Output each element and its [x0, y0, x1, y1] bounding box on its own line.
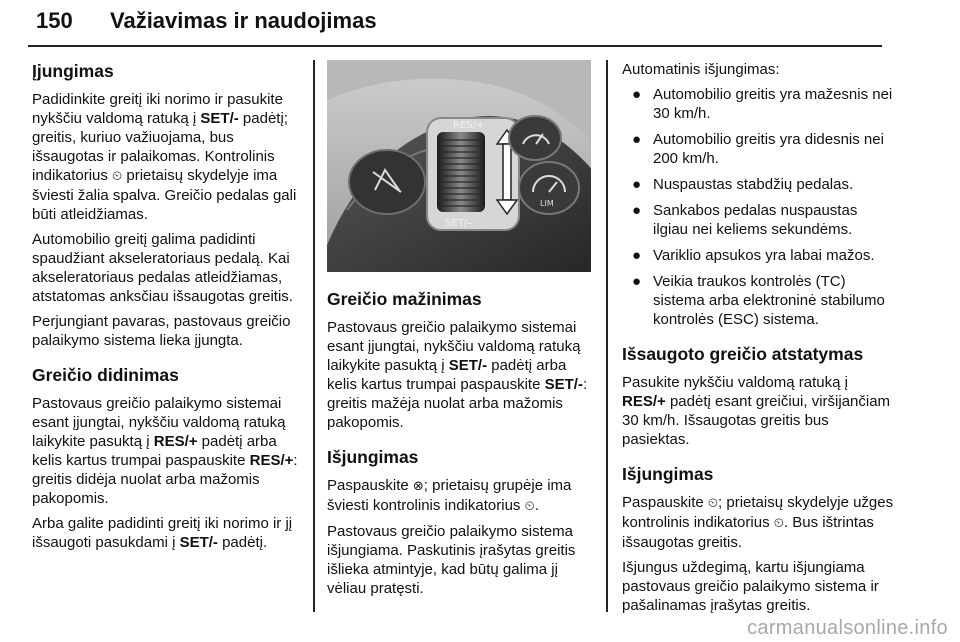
heading-switch-off: Išjungimas	[622, 464, 714, 484]
text: Paspauskite	[327, 477, 413, 494]
list-item-text: Nuspaustas stabdžių pedalas.	[653, 176, 854, 193]
text: ; prietaisų skydelyje užges kontrolinis indikatorius	[622, 494, 894, 531]
column-3	[622, 60, 894, 621]
paragraph-accelerate: Automobilio greitį galima padidinti spaudžiant akseleratoriaus pedalą. Kai akseleratoriaus pedalas atleidžiamas, atstatomas anksčiau išsaugotas greitis.	[32, 231, 293, 305]
bullet-icon: ●	[632, 273, 642, 290]
text: prietaisų skydelyje ima šviesti žalia spalva. Greičio pedalas gali būti atleidžiamas.	[32, 167, 297, 223]
heading-ijungimas: Įjungimas	[32, 61, 114, 81]
text: padėtį arba kelis kartus trumpai paspauskite	[327, 357, 567, 393]
text: Pasukite nykščiu valdomą ratuką į	[622, 374, 848, 391]
res-label: RES/+	[249, 452, 294, 469]
set-button-label: SET/–	[445, 218, 473, 229]
column-divider-2	[606, 60, 608, 612]
res-button-label: RES/+	[453, 120, 485, 131]
text: padėtį arba kelis kartus trumpai paspauskite	[32, 433, 277, 469]
text: : greitis didėja nuolat arba mažomis pakopomis.	[32, 452, 298, 507]
set-label: SET/-	[179, 534, 218, 551]
list-item-text: Veikia traukos kontrolės (TC) sistema arba elektroninė stabilumo kontrolės (ESC) sistema.	[653, 273, 885, 328]
text: ; prietaisų grupėje ima šviesti kontrolinis indikatorius	[327, 477, 572, 514]
text: Pastovaus greičio palaikymo sistemai esant įjungtai, nykščiu valdomą ratuką laikykite pasuktą į	[32, 395, 286, 450]
cruise-indicator-icon: ⏲	[707, 496, 719, 511]
auto-off-intro: Automatinis išjungimas:	[622, 61, 780, 78]
paragraph-increase	[32, 394, 304, 508]
text: Arba galite padidinti greitį iki norimo ir jį išsaugoti pasukdami į	[32, 515, 293, 551]
heading-resume-speed: Išsaugoto greičio atstatymas	[622, 344, 864, 364]
list-item	[622, 272, 894, 329]
heading-ijungimas-off: Išjungimas	[327, 447, 419, 467]
steering-wheel-controls-image	[327, 60, 591, 272]
column-2	[327, 60, 595, 604]
text: . Bus ištrintas išsaugotas greitis.	[622, 514, 874, 551]
cruise-indicator-icon: ⏲	[773, 516, 784, 531]
text: Paspauskite	[622, 494, 708, 511]
text: padėtį.	[217, 534, 268, 551]
list-item-text: Automobilio greitis yra didesnis nei 200 km/h.	[653, 131, 884, 167]
heading-increase-speed: Greičio didinimas	[32, 365, 179, 385]
auto-off-list	[622, 85, 894, 329]
text: .	[534, 497, 539, 514]
paragraph-ignition-off: Išjungus uždegimą, kartu išjungiama pastovaus greičio palaikymo sistema ir pašalinamas įrašytas greitis.	[622, 559, 879, 614]
list-item	[622, 130, 894, 168]
bullet-icon: ●	[632, 86, 642, 103]
paragraph-decrease	[327, 318, 595, 432]
watermark: carmanualsonline.info	[747, 617, 948, 639]
page-number: 150	[36, 8, 73, 33]
lim-label: LIM	[540, 199, 554, 208]
paragraph-increase-alt	[32, 514, 304, 552]
cruise-off-button-icon: ⊗	[412, 479, 424, 494]
text: Padidinkite greitį iki norimo ir pasukite nykščiu valdomą ratuką į	[32, 91, 283, 127]
paragraph-deactivate-memory: Pastovaus greičio palaikymo sistema išjungiama. Paskutinis įrašytas greitis išlieka atmintyje, kad būtų galima jį vėliau pratęsti.	[327, 523, 576, 597]
set-label: SET/-	[200, 110, 239, 127]
paragraph-resume	[622, 373, 894, 449]
text: padėtį; greitis, kuriuo važiuojama, bus išsaugotas ir palaikomas. Kontrolinis indikatorius	[32, 110, 288, 184]
paragraph-deactivate	[327, 476, 595, 516]
set-label: SET/-	[448, 357, 488, 374]
cruise-indicator-icon: ⏲	[524, 499, 535, 514]
bullet-icon: ●	[632, 131, 642, 148]
paragraph-activate	[32, 90, 304, 224]
list-item-text: Sankabos pedalas nuspaustas ilgiau nei keliems sekundėms.	[653, 202, 858, 238]
bullet-icon: ●	[632, 176, 642, 193]
bullet-icon: ●	[632, 202, 642, 219]
paragraph-gears: Perjungiant pavaras, pastovaus greičio palaikymo sistema lieka įjungta.	[32, 313, 291, 349]
header-rule	[28, 45, 882, 47]
list-item	[622, 246, 894, 265]
list-item	[622, 201, 894, 239]
list-item-text: Variklio apsukos yra labai mažos.	[653, 247, 875, 264]
list-item	[622, 85, 894, 123]
list-item-text: Automobilio greitis yra mažesnis nei 30 km/h.	[653, 86, 893, 122]
page-title: Važiavimas ir naudojimas	[110, 8, 377, 33]
set-label: SET/-	[544, 376, 583, 393]
paragraph-switch-off	[622, 493, 894, 552]
res-label: RES/+	[153, 433, 198, 450]
list-item	[622, 175, 894, 194]
text: : greitis mažėja nuolat arba mažomis pakopomis.	[327, 376, 588, 431]
heading-decrease-speed: Greičio mažinimas	[327, 289, 482, 309]
res-label: RES/+	[622, 393, 666, 410]
text: padėtį esant greičiui, viršijančiam 30 km/h. Išsaugotas greitis bus pasiektas.	[622, 393, 891, 448]
cruise-indicator-icon: ⏲	[112, 169, 123, 184]
text: Pastovaus greičio palaikymo sistemai esant įjungtai, nykščiu valdomą ratuką laikykite pasuktą į	[327, 319, 581, 374]
column-1	[32, 60, 304, 558]
bullet-icon: ●	[632, 247, 642, 264]
column-divider-1	[313, 60, 315, 612]
